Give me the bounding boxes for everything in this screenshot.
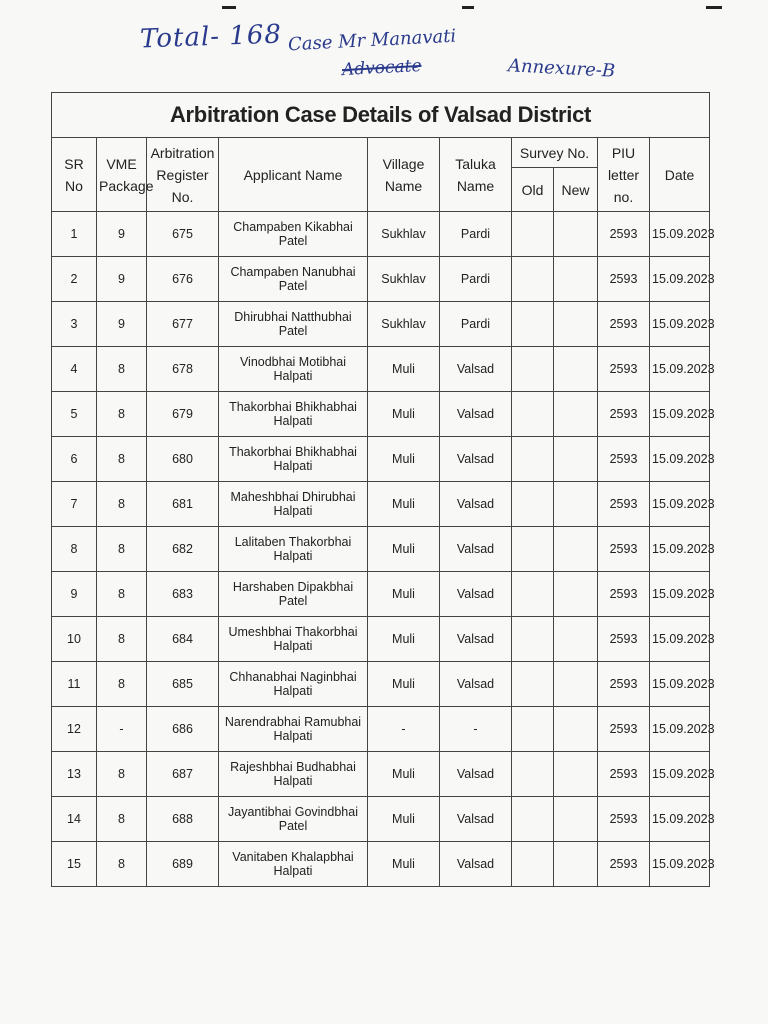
cell-vme-package: 8 (97, 617, 147, 662)
cell-sr-no: 6 (52, 437, 97, 482)
table-row (52, 437, 710, 482)
cell-survey-old (512, 527, 554, 572)
cell-survey-old (512, 752, 554, 797)
table-body (52, 212, 715, 887)
header-date: Date (650, 138, 710, 212)
header-sr-no: SR No (52, 138, 97, 212)
header-survey-old: Old (512, 168, 554, 212)
cell-piu-letter-no: 2593 (598, 842, 650, 887)
cell-piu-letter-no: 2593 (598, 797, 650, 842)
cell-taluka-name: Valsad (440, 617, 512, 662)
cell-village-name: Muli (368, 842, 440, 887)
cell-vme-package: 8 (97, 527, 147, 572)
cell-village-name: Muli (368, 572, 440, 617)
cell-taluka-name: Valsad (440, 662, 512, 707)
cell-applicant-name: Lalitaben Thakorbhai Halpati (219, 527, 368, 572)
cell-applicant-name: Thakorbhai Bhikhabhai Halpati (219, 392, 368, 437)
table-row (52, 482, 710, 527)
cell-applicant-name: Narendrabhai Ramubhai Halpati (219, 707, 368, 752)
cell-survey-new (554, 347, 598, 392)
cell-register-no: 684 (147, 617, 219, 662)
cell-taluka-name: Valsad (440, 482, 512, 527)
cell-register-no: 689 (147, 842, 219, 887)
cell-date: 15.09.2023 (650, 392, 710, 437)
header-taluka-name: Taluka Name (440, 138, 512, 212)
cell-applicant-name: Thakorbhai Bhikhabhai Halpati (219, 437, 368, 482)
cell-piu-letter-no: 2593 (598, 662, 650, 707)
cell-taluka-name: Valsad (440, 392, 512, 437)
cell-piu-letter-no: 2593 (598, 752, 650, 797)
cell-vme-package: 8 (97, 662, 147, 707)
cell-village-name: Muli (368, 617, 440, 662)
cell-survey-old (512, 437, 554, 482)
cell-village-name: Muli (368, 482, 440, 527)
cell-taluka-name: Valsad (440, 572, 512, 617)
cell-piu-letter-no: 2593 (598, 617, 650, 662)
cell-piu-letter-no: 2593 (598, 212, 650, 257)
cell-taluka-name: Pardi (440, 257, 512, 302)
cell-taluka-name: Valsad (440, 527, 512, 572)
cell-sr-no: 2 (52, 257, 97, 302)
cell-village-name: Sukhlav (368, 257, 440, 302)
cell-taluka-name: Valsad (440, 752, 512, 797)
cell-vme-package: 8 (97, 572, 147, 617)
cell-register-no: 678 (147, 347, 219, 392)
table-row (52, 347, 710, 392)
arbitration-case-table (51, 92, 715, 887)
cell-survey-old (512, 212, 554, 257)
cell-register-no: 688 (147, 797, 219, 842)
cell-vme-package: 8 (97, 842, 147, 887)
cell-sr-no: 15 (52, 842, 97, 887)
cell-taluka-name: Pardi (440, 302, 512, 347)
cell-sr-no: 8 (52, 527, 97, 572)
cell-survey-new (554, 842, 598, 887)
cell-applicant-name: Rajeshbhai Budhabhai Halpati (219, 752, 368, 797)
cell-sr-no: 5 (52, 392, 97, 437)
cell-survey-old (512, 347, 554, 392)
cell-survey-old (512, 572, 554, 617)
cell-date: 15.09.2023 (650, 617, 710, 662)
header-survey-new: New (554, 168, 598, 212)
cell-vme-package: 8 (97, 347, 147, 392)
table-row (52, 842, 710, 887)
cell-piu-letter-no: 2593 (598, 482, 650, 527)
scan-mark (706, 6, 722, 9)
cell-applicant-name: Jayantibhai Govindbhai Patel (219, 797, 368, 842)
cell-applicant-name: Umeshbhai Thakorbhai Halpati (219, 617, 368, 662)
cell-sr-no: 12 (52, 707, 97, 752)
cell-survey-new (554, 302, 598, 347)
cell-survey-old (512, 302, 554, 347)
cell-sr-no: 1 (52, 212, 97, 257)
cell-piu-letter-no: 2593 (598, 707, 650, 752)
cell-taluka-name: Pardi (440, 212, 512, 257)
cell-village-name: Muli (368, 437, 440, 482)
cell-village-name: Sukhlav (368, 212, 440, 257)
cell-taluka-name: Valsad (440, 797, 512, 842)
table-row (52, 257, 710, 302)
cell-date: 15.09.2023 (650, 212, 710, 257)
scan-mark (222, 6, 236, 9)
handwritten-case-note: Case Mr Manavati (287, 25, 457, 56)
cell-survey-old (512, 662, 554, 707)
cell-survey-new (554, 392, 598, 437)
cell-survey-old (512, 797, 554, 842)
cell-survey-new (554, 752, 598, 797)
table-title: Arbitration Case Details of Valsad District (52, 93, 710, 138)
table-row (52, 797, 710, 842)
cell-applicant-name: Harshaben Dipakbhai Patel (219, 572, 368, 617)
cell-applicant-name: Chhanabhai Naginbhai Halpati (219, 662, 368, 707)
table-row (52, 662, 710, 707)
cell-register-no: 677 (147, 302, 219, 347)
cell-sr-no: 4 (52, 347, 97, 392)
cell-taluka-name: Valsad (440, 842, 512, 887)
cell-date: 15.09.2023 (650, 437, 710, 482)
header-piu-letter-no: PIU letter no. (598, 138, 650, 212)
cell-register-no: 680 (147, 437, 219, 482)
cell-date: 15.09.2023 (650, 482, 710, 527)
cell-date: 15.09.2023 (650, 662, 710, 707)
cell-taluka-name: - (440, 707, 512, 752)
table-row (52, 572, 710, 617)
header-applicant-name: Applicant Name (219, 138, 368, 212)
cell-register-no: 687 (147, 752, 219, 797)
cell-survey-new (554, 437, 598, 482)
header-arbitration-register-no: Arbitration Register No. (147, 138, 219, 212)
cell-vme-package: 8 (97, 392, 147, 437)
cell-register-no: 676 (147, 257, 219, 302)
cell-register-no: 675 (147, 212, 219, 257)
cell-piu-letter-no: 2593 (598, 302, 650, 347)
cell-village-name: Muli (368, 752, 440, 797)
header-vme-package: VME Package (97, 138, 147, 212)
cell-survey-new (554, 482, 598, 527)
cell-date: 15.09.2023 (650, 527, 710, 572)
cell-date: 15.09.2023 (650, 752, 710, 797)
cell-piu-letter-no: 2593 (598, 347, 650, 392)
cell-piu-letter-no: 2593 (598, 527, 650, 572)
cell-vme-package: 9 (97, 212, 147, 257)
cell-register-no: 682 (147, 527, 219, 572)
cell-date: 15.09.2023 (650, 347, 710, 392)
table-row (52, 302, 710, 347)
cell-taluka-name: Valsad (440, 347, 512, 392)
cell-vme-package: 8 (97, 437, 147, 482)
cell-applicant-name: Champaben Kikabhai Patel (219, 212, 368, 257)
cell-survey-new (554, 662, 598, 707)
cell-sr-no: 7 (52, 482, 97, 527)
cell-sr-no: 3 (52, 302, 97, 347)
cell-vme-package: 8 (97, 797, 147, 842)
cell-survey-old (512, 257, 554, 302)
cell-applicant-name: Vinodbhai Motibhai Halpati (219, 347, 368, 392)
cell-village-name: Muli (368, 527, 440, 572)
table-row (52, 752, 710, 797)
cell-date: 15.09.2023 (650, 302, 710, 347)
cell-date: 15.09.2023 (650, 257, 710, 302)
cell-survey-new (554, 797, 598, 842)
cell-register-no: 679 (147, 392, 219, 437)
cell-piu-letter-no: 2593 (598, 437, 650, 482)
cell-vme-package: - (97, 707, 147, 752)
cell-date: 15.09.2023 (650, 572, 710, 617)
cell-taluka-name: Valsad (440, 437, 512, 482)
cell-applicant-name: Maheshbhai Dhirubhai Halpati (219, 482, 368, 527)
cell-date: 15.09.2023 (650, 842, 710, 887)
cell-date: 15.09.2023 (650, 797, 710, 842)
cell-survey-old (512, 617, 554, 662)
cell-applicant-name: Champaben Nanubhai Patel (219, 257, 368, 302)
cell-piu-letter-no: 2593 (598, 392, 650, 437)
cell-vme-package: 8 (97, 482, 147, 527)
cell-applicant-name: Dhirubhai Natthubhai Patel (219, 302, 368, 347)
cell-village-name: Muli (368, 392, 440, 437)
cell-village-name: Muli (368, 662, 440, 707)
cell-survey-old (512, 707, 554, 752)
handwritten-total-note: Total- 168 (139, 19, 283, 55)
cell-survey-new (554, 212, 598, 257)
table-row (52, 527, 710, 572)
cell-survey-old (512, 482, 554, 527)
cell-survey-new (554, 572, 598, 617)
cell-survey-old (512, 842, 554, 887)
cell-applicant-name: Vanitaben Khalapbhai Halpati (219, 842, 368, 887)
cell-piu-letter-no: 2593 (598, 572, 650, 617)
cell-village-name: Sukhlav (368, 302, 440, 347)
cell-sr-no: 13 (52, 752, 97, 797)
handwritten-annexure-note: Annexure-B (507, 55, 616, 82)
cell-survey-new (554, 707, 598, 752)
cell-register-no: 683 (147, 572, 219, 617)
cell-register-no: 686 (147, 707, 219, 752)
cell-village-name: Muli (368, 347, 440, 392)
table-row (52, 212, 710, 257)
cell-register-no: 685 (147, 662, 219, 707)
handwritten-advocate-note: Advocate (341, 55, 423, 81)
cell-sr-no: 11 (52, 662, 97, 707)
cell-vme-package: 8 (97, 752, 147, 797)
cell-date: 15.09.2023 (650, 707, 710, 752)
cell-sr-no: 9 (52, 572, 97, 617)
cell-vme-package: 9 (97, 302, 147, 347)
cell-survey-new (554, 527, 598, 572)
cell-village-name: - (368, 707, 440, 752)
header-village-name: Village Name (368, 138, 440, 212)
cell-survey-new (554, 257, 598, 302)
cell-sr-no: 10 (52, 617, 97, 662)
cell-piu-letter-no: 2593 (598, 257, 650, 302)
scan-mark (462, 6, 474, 9)
cell-village-name: Muli (368, 797, 440, 842)
cell-vme-package: 9 (97, 257, 147, 302)
cell-survey-old (512, 392, 554, 437)
table-row (52, 707, 710, 752)
table-row (52, 617, 710, 662)
cell-sr-no: 14 (52, 797, 97, 842)
cell-survey-new (554, 617, 598, 662)
header-survey-no: Survey No. (512, 138, 598, 168)
table-row (52, 392, 710, 437)
cell-register-no: 681 (147, 482, 219, 527)
